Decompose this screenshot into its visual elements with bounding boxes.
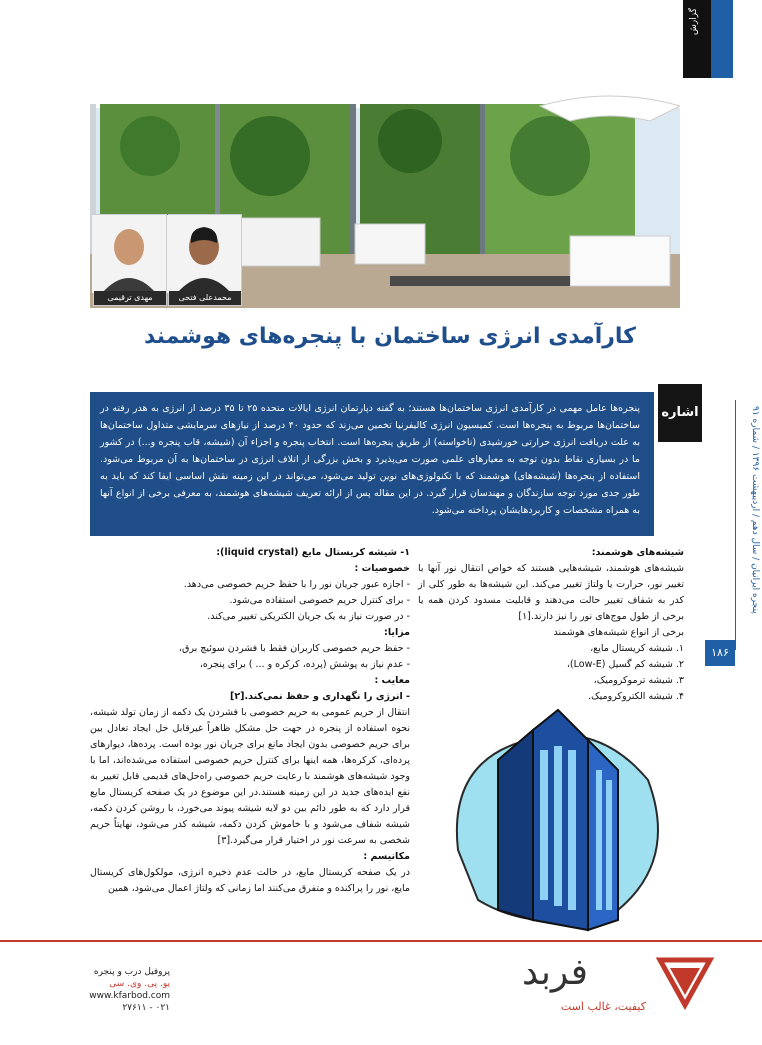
left-column	[90, 545, 410, 897]
section-tab-blue	[711, 0, 733, 78]
page-number: ۱۸۶	[705, 640, 735, 666]
disadvantages-title: معایب :	[374, 675, 410, 686]
footer-line1: پروفیل درب و پنجره	[93, 967, 170, 977]
list-item: ۴. شیشه الکتروکرومیک.	[588, 691, 684, 702]
left-heading: ۱- شیشه کریستال مایع (liquid crystal):	[216, 547, 410, 558]
farbod-logo-icon	[655, 950, 715, 1010]
author-name-2: محمدعلی فتحی	[169, 291, 241, 305]
advantage-item: - عدم نیاز به پوشش (پرده، کرکره و ... ) برای پنجره،	[199, 659, 410, 670]
advantages-title: مزایا:	[384, 627, 410, 638]
lead-box	[90, 392, 654, 536]
mechanism-text: در یک صفحه کریستال مایع، در حالت عدم ذخیره انرژی، مولکول‌های کریستال مایع، نور را پراکنده و متفرق می‌کنند اما زمانی که ولتاژ اعمال می‌شود، همین	[90, 867, 410, 894]
disadvantage-item: - انرژی را نگهداری و حفظ نمی‌کند.[۲]	[229, 691, 410, 702]
footer-contact	[20, 966, 170, 1014]
smart-building-illustration	[438, 700, 678, 936]
article-title: کارآمدی انرژی ساختمان با پنجره‌های هوشمند	[144, 324, 636, 349]
features-title: خصوصیات :	[354, 563, 410, 574]
list-item: ۱. شیشه کریستال مایع،	[590, 643, 684, 654]
list-item: ۲. شیشه کم گسیل (Low-E)،	[566, 659, 684, 670]
footer-line2: یو. پی. وی. سی	[109, 979, 170, 989]
right-column	[418, 545, 684, 705]
side-strip-text: پنجره ایرانیان / سال دهم / اردیبهشت ۱۳۹۶ / شماره ۹۱	[750, 406, 760, 614]
footer-divider	[0, 940, 762, 942]
advantage-item: - حفظ حریم خصوصی کاربران فقط با فشردن سوئیچ برق،	[178, 643, 410, 654]
list-item: ۳. شیشه ترموکرومیک،	[593, 675, 684, 686]
author-photo-2	[168, 214, 242, 306]
lead-label: اشاره	[658, 384, 702, 442]
author-photo-1	[93, 214, 167, 306]
footer-phone: ۰۲۱ - ۲۷۶۱۱	[122, 1003, 170, 1013]
person-icon	[167, 215, 241, 293]
feature-item: - برای کنترل حریم خصوصی استفاده می‌شود.	[229, 595, 410, 606]
section-tab-label: گزارش	[689, 8, 699, 36]
right-heading: شیشه‌های هوشمند:	[591, 547, 684, 558]
section-tab	[683, 0, 733, 78]
brand-slogan: کیفیت، غالب است	[560, 1000, 646, 1013]
feature-item: - در صورت نیاز به یک جریان الکتریکی تغییر می‌کند.	[207, 611, 410, 622]
person-icon	[92, 215, 166, 293]
author-name-1: مهدی ترقیمی	[94, 291, 166, 305]
lead-text: پنجره‌ها عامل مهمی در کارآمدی انرژی ساختمان‌ها هستند؛ به گفته دپارتمان انرژی ایالات متحده ۲۵ تا ۳۵ درصد از انرژی به هدر رفته در ساختمان‌ها مربوط به پنجره‌ها است. کمیسیون انرژی کالیفرنیا تخمین می‌زند که حدود ۴۰ درصد از نیازهای سرمایشی متداول ساختمان‌ها به علت دریافت انرژی حرارتی خورشیدی (ناخواسته) از طریق پنجره‌ها است. انتخاب پنجره و اجزاء آن (شیشه، قاب پنجره و...) در کشور ما در بسیاری نقاط بدون توجه به معیارهای علمی صورت می‌پذیرد و بخش بزرگی از اتلاف انرژی در ساختمان‌ها به آن مربوط می‌شود. استفاده از پنجره‌ها (شیشه‌های) هوشمند که با تکنولوژی‌های نوین تولید می‌شود، می‌تواند در این زمینه نقش اساسی ایفا کند که باید به طور جدی مورد توجه سازندگان و مهندسان قرار گیرد. در این مقاله پس از ارائه تعریف شیشه‌های هوشمند، به معرفی برخی از انواع آنها به همراه مشخصات و کاربردهایشان پرداخته می‌شود.	[100, 403, 641, 516]
brand-name: فربد	[522, 952, 588, 993]
right-paragraph: شیشه‌های هوشمند، شیشه‌هایی هستند که خواص انتقال نور آنها با تغییر نور، حرارت یا ولتاژ تغییر می‌کند. این شیشه‌ها به طور کلی از کدر به شفاف تغییر حالت می‌دهند و قابلیت مسدود کردن همه یا برخی از طول موج‌های نور را نیز دارند.[۱]	[418, 563, 684, 622]
footer-website[interactable]: www.kfarbod.com	[89, 991, 170, 1001]
feature-item: - اجازه عبور جریان نور را با حفظ حریم خصوصی می‌دهد.	[183, 579, 410, 590]
brand-logo	[655, 950, 715, 1010]
right-list-intro: برخی از انواع شیشه‌های هوشمند	[553, 627, 684, 638]
mechanism-title: مکانیسم :	[363, 851, 410, 862]
left-body: انتقال از حریم عمومی به حریم خصوصی با فشردن یک دکمه از زمان تولد شیشه، نحوه استفاده از پنجره در جهت حل مشکل ظاهراً غیرقابل حل ایجاد تعادل بین برای حریم خصوصی بدون ایجاد مانع برای جریان نور بوده است. پرده‌ها، دیوارهای پرده‌ای، کرکره‌ها، همه اینها برای کنترل حریم خصوصی استفاده می‌شده‌اند، اما با وجود شیشه‌های هوشمند با رعایت حریم خصوصی راه‌حل‌های قدیمی قابل تغییر به نفع ایده‌های جدید در این زمینه هستند.در این موضوع در یک صفحه کریستال مایع قرار دارد که به طور دائم بین دو لایه شیشه پیوند می‌خورد، با روشن کردن دکمه، شیشه شفاف می‌شود و با خاموش کردن دکمه، شیشه کدر می‌شود، نهایتاً حریم شخصی به سرعت نور در اختیار قرار می‌گیرد.[۳]	[90, 707, 410, 846]
side-strip	[735, 400, 762, 650]
building-icon	[438, 700, 678, 936]
